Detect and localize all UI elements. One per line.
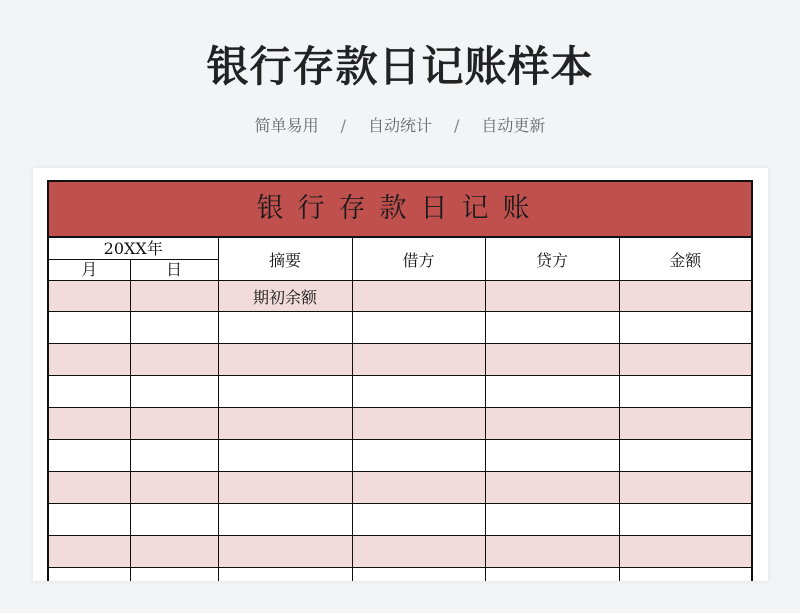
- cell-credit[interactable]: [485, 536, 619, 568]
- cell-day[interactable]: [130, 281, 218, 312]
- column-header-credit: 贷方: [485, 238, 619, 281]
- cell-credit[interactable]: [485, 440, 619, 472]
- cell-debit[interactable]: [352, 281, 485, 312]
- cell-summary[interactable]: [218, 312, 352, 344]
- table-row: [49, 344, 751, 376]
- cell-credit[interactable]: [485, 408, 619, 440]
- table-row: [49, 472, 751, 504]
- feature-auto-stats: 自动统计: [367, 116, 432, 135]
- table-row: [49, 376, 751, 408]
- cell-amount[interactable]: [619, 408, 751, 440]
- cell-day[interactable]: [130, 408, 218, 440]
- cell-summary[interactable]: [218, 504, 352, 536]
- cell-credit[interactable]: [485, 376, 619, 408]
- table-row: [49, 536, 751, 568]
- cell-debit[interactable]: [352, 312, 485, 344]
- cell-amount[interactable]: [619, 504, 751, 536]
- table-row: [49, 312, 751, 344]
- page-title: 银行存款日记账样本: [206, 42, 594, 91]
- feature-auto-update: 自动更新: [481, 116, 546, 135]
- header-row: [49, 238, 751, 260]
- cell-month[interactable]: [49, 504, 130, 536]
- cell-credit[interactable]: [485, 281, 619, 312]
- column-header-amount: 金额: [619, 238, 751, 281]
- cell-debit[interactable]: [352, 472, 485, 504]
- column-header-debit: 借方: [352, 238, 485, 281]
- cell-amount[interactable]: [619, 568, 751, 582]
- cell-credit[interactable]: [485, 504, 619, 536]
- month-header: 月: [49, 260, 130, 281]
- subtitle-separator: /: [340, 116, 346, 135]
- table-row: [49, 440, 751, 472]
- cell-day[interactable]: [130, 312, 218, 344]
- cell-day[interactable]: [130, 504, 218, 536]
- cell-month[interactable]: [49, 312, 130, 344]
- cell-amount[interactable]: [619, 312, 751, 344]
- cell-summary[interactable]: [218, 376, 352, 408]
- cell-debit[interactable]: [352, 440, 485, 472]
- cell-amount[interactable]: [619, 536, 751, 568]
- cell-debit[interactable]: [352, 568, 485, 582]
- cell-debit[interactable]: [352, 408, 485, 440]
- cell-debit[interactable]: [352, 536, 485, 568]
- feature-easy: 简单易用: [254, 116, 319, 135]
- cell-day[interactable]: [130, 344, 218, 376]
- cell-debit[interactable]: [352, 344, 485, 376]
- cell-summary[interactable]: [218, 472, 352, 504]
- subtitle-separator: /: [454, 116, 460, 135]
- cell-summary[interactable]: [218, 568, 352, 582]
- cell-amount[interactable]: [619, 376, 751, 408]
- cell-summary[interactable]: [218, 440, 352, 472]
- cell-month[interactable]: [49, 281, 130, 312]
- table-row: [49, 504, 751, 536]
- cell-month[interactable]: [49, 536, 130, 568]
- cell-credit[interactable]: [485, 344, 619, 376]
- ledger-sheet: [47, 180, 753, 581]
- subtitle: [0, 113, 800, 136]
- cell-month[interactable]: [49, 472, 130, 504]
- cell-summary[interactable]: 期初余额: [218, 281, 352, 312]
- cell-debit[interactable]: [352, 504, 485, 536]
- cell-day[interactable]: [130, 440, 218, 472]
- cell-month[interactable]: [49, 440, 130, 472]
- cell-day[interactable]: [130, 472, 218, 504]
- column-header-summary: 摘要: [218, 238, 352, 281]
- table-row: [49, 281, 751, 312]
- cell-summary[interactable]: [218, 344, 352, 376]
- cell-amount[interactable]: [619, 344, 751, 376]
- ledger-title: 银行存款日记账: [49, 182, 751, 238]
- table-row: [49, 408, 751, 440]
- sheet-preview: [33, 168, 768, 581]
- ledger-table: [49, 238, 751, 581]
- cell-amount[interactable]: [619, 281, 751, 312]
- cell-credit[interactable]: [485, 568, 619, 582]
- cell-day[interactable]: [130, 376, 218, 408]
- year-header: 20XX年: [49, 238, 218, 260]
- cell-credit[interactable]: [485, 472, 619, 504]
- day-header: 日: [130, 260, 218, 281]
- cell-day[interactable]: [130, 568, 218, 582]
- table-row: [49, 568, 751, 582]
- cell-month[interactable]: [49, 344, 130, 376]
- cell-month[interactable]: [49, 568, 130, 582]
- cell-day[interactable]: [130, 536, 218, 568]
- cell-month[interactable]: [49, 408, 130, 440]
- cell-summary[interactable]: [218, 536, 352, 568]
- cell-summary[interactable]: [218, 408, 352, 440]
- cell-month[interactable]: [49, 376, 130, 408]
- cell-credit[interactable]: [485, 312, 619, 344]
- cell-amount[interactable]: [619, 472, 751, 504]
- cell-amount[interactable]: [619, 440, 751, 472]
- cell-debit[interactable]: [352, 376, 485, 408]
